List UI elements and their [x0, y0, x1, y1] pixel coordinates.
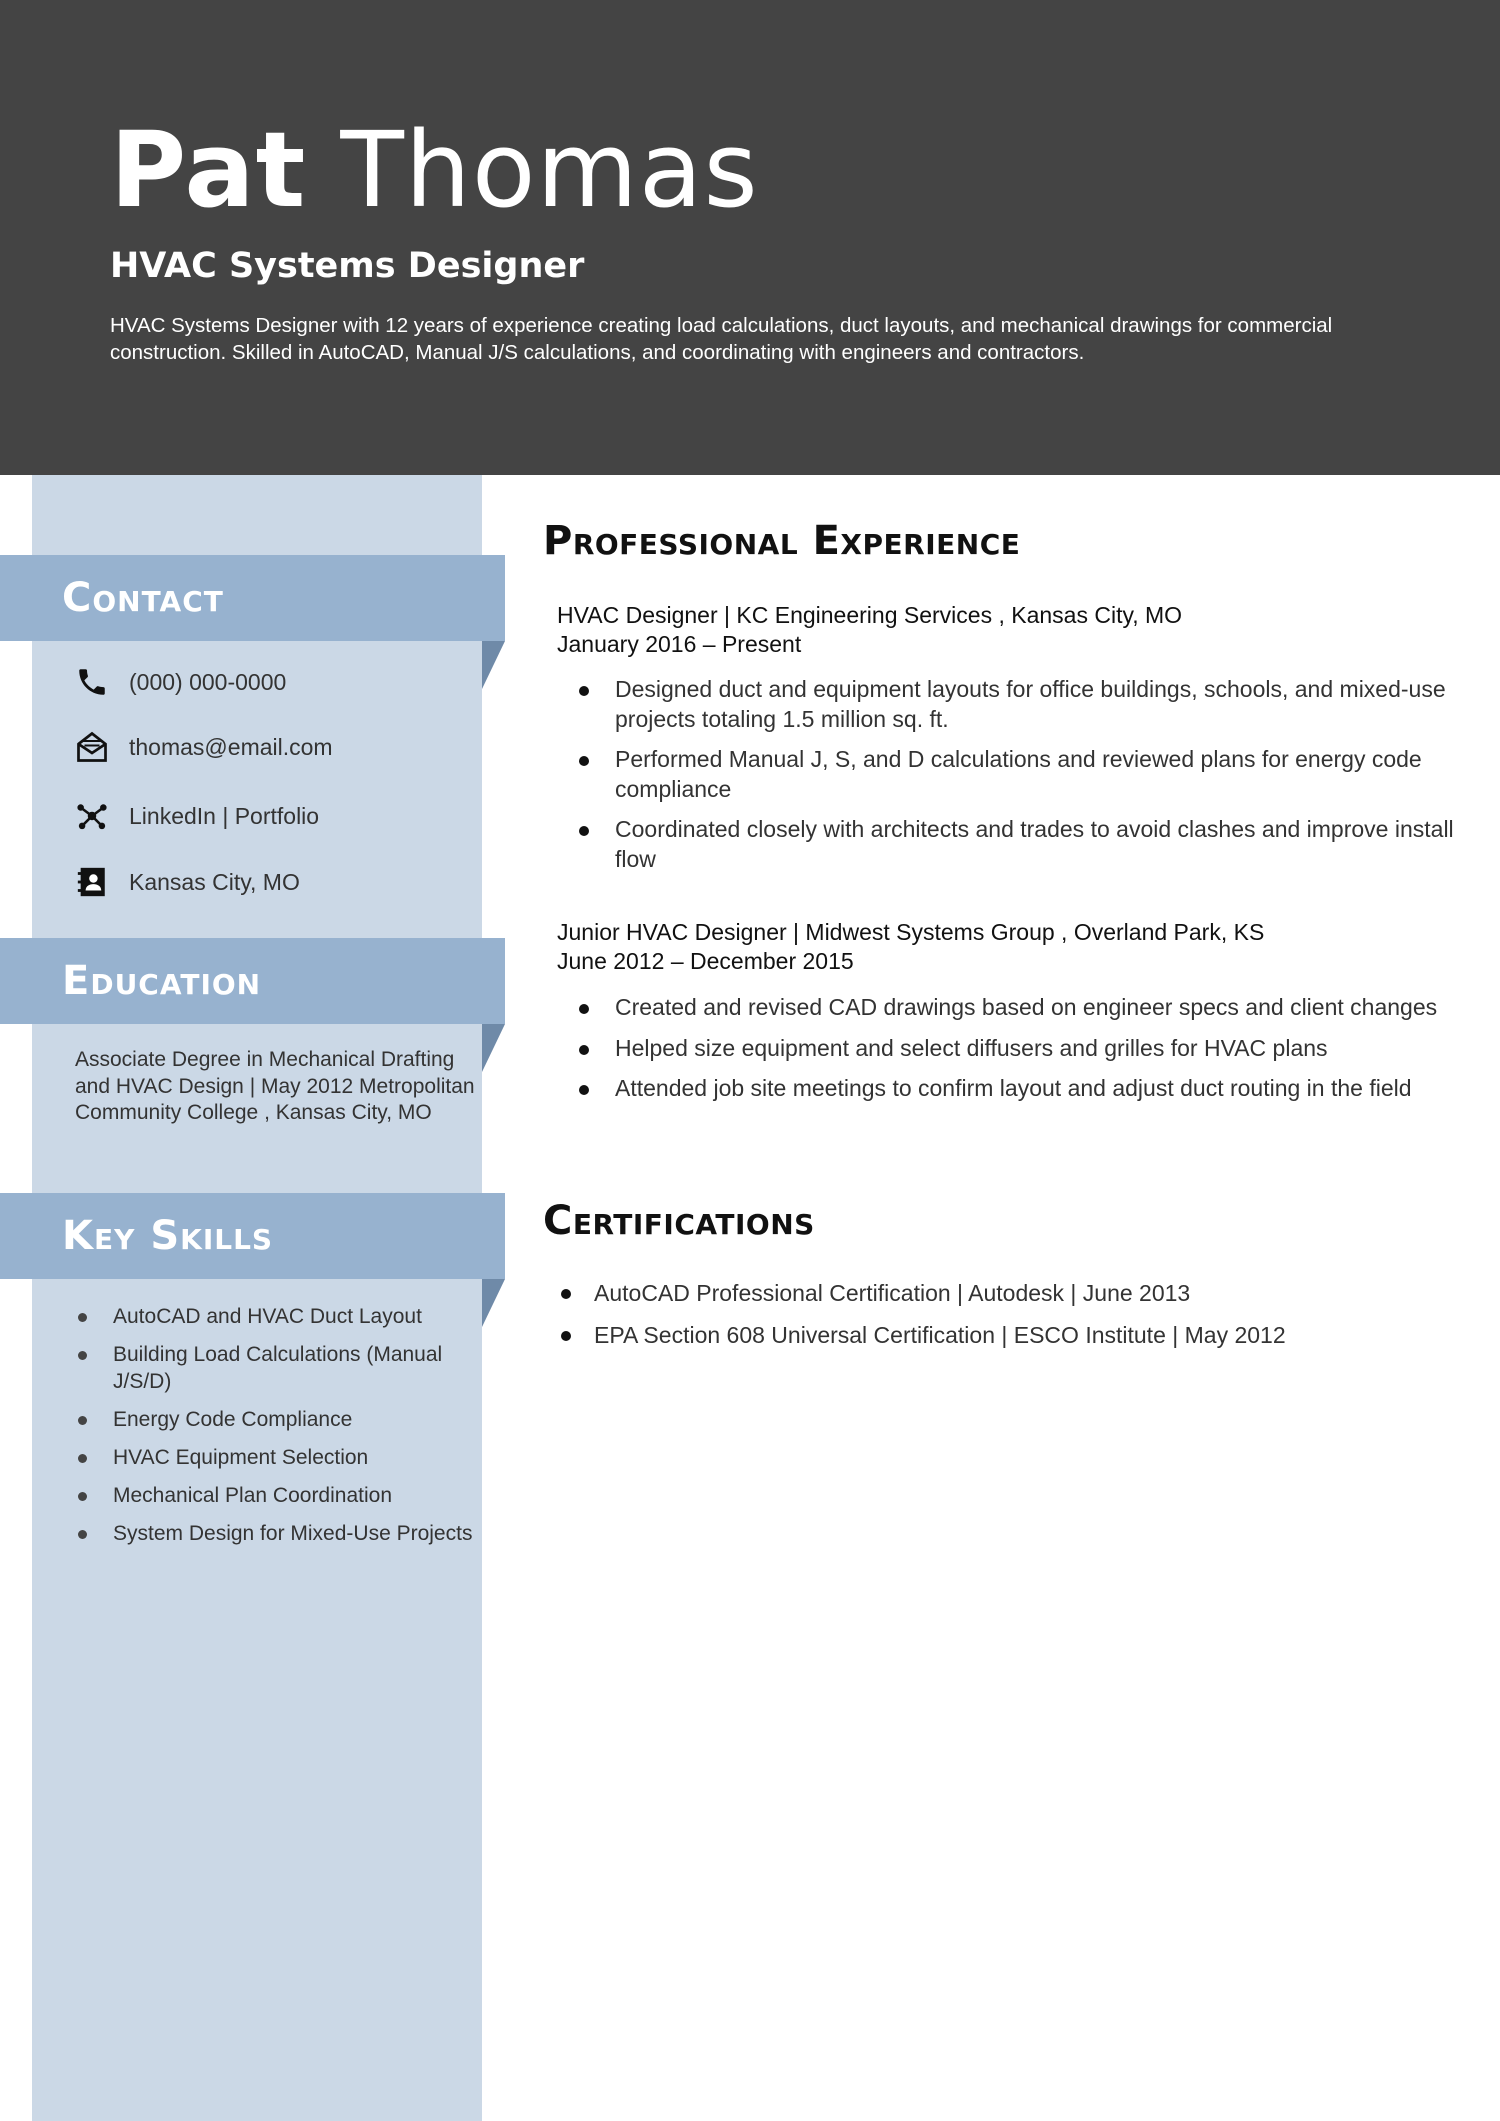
- bullet-icon: [561, 1331, 571, 1341]
- education-section-header: [0, 938, 505, 1024]
- certifications-title: Certifications: [543, 1198, 815, 1244]
- skill-item: [75, 1406, 485, 1433]
- list-item: [557, 1034, 1457, 1064]
- job-1-heading: [557, 601, 1182, 659]
- phone-number: (000) 000-0000: [129, 668, 287, 695]
- certification-text: AutoCAD Professional Certification | Autodesk | June 2013: [594, 1280, 1191, 1306]
- job-2-bullets: [557, 993, 1457, 1115]
- contact-fold: [482, 641, 505, 689]
- skill-text: AutoCAD and HVAC Duct Layout: [113, 1305, 422, 1328]
- first-name: Pat: [110, 109, 307, 231]
- job-2-heading: [557, 918, 1264, 976]
- skills-section-header: [0, 1193, 505, 1279]
- contact-location[interactable]: [74, 862, 300, 902]
- contact-links[interactable]: [74, 796, 319, 836]
- linkedin-portfolio: LinkedIn | Portfolio: [129, 802, 320, 829]
- contact-section-header: [0, 555, 505, 641]
- education-fold: [482, 1024, 505, 1072]
- bullet-icon: [78, 1530, 87, 1539]
- job-1-title-company: HVAC Designer | KC Engineering Services , Kansas City, MO: [557, 602, 1183, 628]
- bullet-icon: [579, 1045, 589, 1055]
- skill-text: HVAC Equipment Selection: [113, 1446, 369, 1469]
- job-title: HVAC Systems Designer: [110, 246, 585, 286]
- address-book-icon: [74, 864, 110, 900]
- sidebar: [32, 475, 482, 2121]
- last-name: Thomas: [340, 109, 759, 231]
- job-2-title-company: Junior HVAC Designer | Midwest Systems Group , Overland Park, KS: [557, 919, 1265, 945]
- bullet-icon: [78, 1351, 87, 1360]
- education-details: Associate Degree in Mechanical Drafting and HVAC Design | May 2012 Metropolitan Community College , Kansas City, MO: [75, 1048, 475, 1124]
- list-item: [557, 815, 1457, 874]
- bullet-icon: [579, 1004, 589, 1014]
- skill-item: [75, 1482, 485, 1509]
- bullet-icon: [579, 826, 589, 836]
- bullet-icon: [78, 1313, 87, 1322]
- bullet-icon: [579, 686, 589, 696]
- bullet-icon: [579, 1085, 589, 1095]
- bullet-icon: [78, 1416, 87, 1425]
- candidate-name: [110, 105, 759, 235]
- bullet-icon: [78, 1454, 87, 1463]
- bullet-text: Designed duct and equipment layouts for office buildings, schools, and mixed-use projects totaling 1.5 million sq. ft.: [615, 676, 1446, 732]
- list-item: [557, 745, 1457, 804]
- skill-text: Energy Code Compliance: [113, 1408, 353, 1431]
- professional-summary: HVAC Systems Designer with 12 years of experience creating load calculations, duct layouts, and mechanical drawings for commercial construction. Skilled in AutoCAD, Manual J/S calculations, and coordinating with engineers and contractors.: [110, 314, 1333, 364]
- skill-text: Mechanical Plan Coordination: [113, 1484, 392, 1507]
- contact-title: Contact: [62, 575, 224, 621]
- job-1-dates: January 2016 – Present: [557, 631, 802, 657]
- bullet-text: Created and revised CAD drawings based on engineer specs and client changes: [615, 994, 1438, 1020]
- skill-item: [75, 1444, 485, 1471]
- skill-item: [75, 1303, 485, 1330]
- skill-text: Building Load Calculations (Manual J/S/D): [113, 1343, 443, 1393]
- list-item: [557, 993, 1457, 1023]
- contact-email[interactable]: [74, 727, 333, 767]
- network-icon: [74, 798, 110, 834]
- skills-fold: [482, 1279, 505, 1327]
- bullet-text: Coordinated closely with architects and trades to avoid clashes and improve install flow: [615, 816, 1454, 872]
- skill-item: [75, 1520, 485, 1547]
- bullet-icon: [579, 756, 589, 766]
- skill-item: [75, 1341, 485, 1395]
- bullet-icon: [561, 1289, 571, 1299]
- bullet-text: Helped size equipment and select diffusers and grilles for HVAC plans: [615, 1034, 1328, 1061]
- certifications-list: [557, 1278, 1457, 1362]
- list-item: [557, 675, 1457, 734]
- list-item: [557, 1074, 1457, 1104]
- job-1-bullets: [557, 675, 1457, 885]
- experience-title: Professional Experience: [543, 518, 1021, 564]
- email-address: thomas@email.com: [129, 733, 333, 760]
- resume-header: [0, 0, 1500, 475]
- bullet-text: Attended job site meetings to confirm layout and adjust duct routing in the field: [615, 1075, 1412, 1101]
- bullet-icon: [78, 1492, 87, 1501]
- skill-text: System Design for Mixed-Use Projects: [113, 1522, 473, 1545]
- list-item: [557, 1278, 1457, 1308]
- email-icon: [74, 729, 110, 765]
- job-2-dates: June 2012 – December 2015: [557, 948, 854, 974]
- contact-phone[interactable]: [74, 662, 286, 702]
- skills-title: Key Skills: [62, 1213, 274, 1259]
- bullet-text: Performed Manual J, S, and D calculations and reviewed plans for energy code compliance: [615, 746, 1422, 802]
- education-title: Education: [62, 958, 262, 1004]
- skills-list: [75, 1303, 485, 1558]
- certification-text: EPA Section 608 Universal Certification | ESCO Institute | May 2012: [594, 1322, 1286, 1348]
- list-item: [557, 1320, 1457, 1350]
- location: Kansas City, MO: [129, 868, 300, 895]
- phone-icon: [74, 664, 110, 700]
